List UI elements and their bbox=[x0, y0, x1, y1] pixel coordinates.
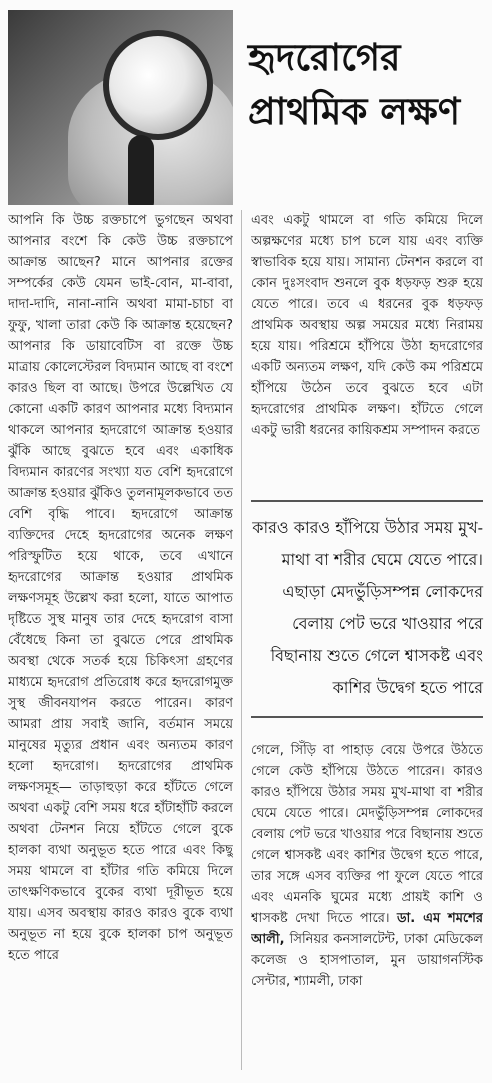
article-body-left-column: আপনি কি উচ্চ রক্তচাপে ভুগছেন অথবা আপনার বংশে কি কেউ উচ্চ রক্তচাপে আক্রান্ত আছেন? মানে আপনার রক্তের সম্পর্কের কেউ যেমন ভাই-বোন, মা-বাবা, দাদা-দাদি, নানা-নানি অথবা মামা-চাচা বা ফুফু, খালা তারা কেউ কি আক্রান্ত হয়েছেন? আপনার কি ডায়াবেটিস বা রক্তে উচ্চ মাত্রায় কোলেস্টেরল বিদ্যমান আছে বা বংশে কারও ছিল বা আছে। উপরে উল্লেখিত যে কোনো একটি কারণ আপনার মধ্যে বিদ্যমান থাকলে আপনার হৃদরোগে আক্রান্ত হওয়ার ঝুঁকি আছে বুঝতে হবে এবং একাধিক বিদ্যমান কারণের সংখ্যা যত বেশি হৃদরোগে আক্রান্ত হওয়ার ঝুঁকিও তুলনামূলকভাবে তত বেশি বৃদ্ধি পাবে। হৃদরোগে আক্রান্ত ব্যক্তিদের দেহে হৃদরোগের অনেক লক্ষণ পরিস্ফুটিত হয়ে থাকে, তবে এখানে হৃদরোগের আক্রান্ত হওয়ার প্রাথমিক লক্ষণসমূহ উল্লেখ করা হলো, যাতে আপাত দৃষ্টিতে সুস্থ মানুষ তার দেহে হৃদরোগ বাসা বেঁধেছে কিনা তা বুঝতে পেরে প্রাথমিক অবস্থা থেকে সতর্ক হয়ে চিকিৎসা গ্রহণের মাধ্যমে হৃদরোগ প্রতিরোধ করে হৃদরোগমুক্ত সুস্থ জীবনযাপন করতে পারেন। কারণ আমরা প্রায় সবাই জানি, বর্তমান সময়ে মানুষের মৃত্যুর প্রধান এবং অন্যতম কারণ হলো হৃদরোগ। হৃদরোগের প্রাথমিক লক্ষণসমূহ— তাড়াহুড়া করে হাঁটতে গেলে অথবা একটু বেশি সময় ধরে হাঁটাহাঁটি করলে অথবা টেনশন নিয়ে হাঁটতে গেলে বুকে হালকা ব্যথা অনুভূত হতে পারে এবং কিছু সময় থামলে বা হাঁটার গতি কমিয়ে দিলে তাৎক্ষণিকভাবে বুকের ব্যথা দূরীভূত হয়ে যায়। এসব অবস্থায় কারও কারও বুকে ব্যথা অনুভূত না হয়ে বুকে হালকা চাপ অনুভূত হতে পারে bbox=[8, 213, 233, 963]
stethoscope-tube-shape bbox=[128, 135, 154, 205]
column-divider bbox=[241, 210, 242, 1070]
pull-quote: কারও কারও হাঁপিয়ে উঠার সময় মুখ-মাথা বা শরীর ঘেমে যেতে পারে। এছাড়া মেদভুঁড়িসম্পন্ন লোকদের বেলায় পেট ভরে খাওয়ার পরে বিছানায় শুতে গেলে শ্বাসকষ্ট এবং কাশির উদ্বেগ হতে পারে bbox=[251, 500, 483, 718]
article-headline: হৃদরোগের প্রাথমিক লক্ষণ bbox=[248, 35, 461, 133]
author-name: ডা. এম শমশের আলী, bbox=[251, 911, 483, 947]
right-column-bottom-text: গেলে, সিঁড়ি বা পাহাড় বেয়ে উপরে উঠতে গেলে কেউ হাঁপিয়ে উঠতে পারেন। কারও কারও হাঁপিয়ে উঠার সময় মুখ-মাথা বা শরীর ঘেমে যেতে পারে। মেদভুঁড়িসম্পন্ন লোকদের বেলায় পেট ভরে খাওয়ার পরে বিছানায় শুতে গেলে শ্বাসকষ্ট এবং কাশির উদ্বেগ হতে পারে, তার সঙ্গে এসব ব্যক্তির পা ফুলে যেতে পারে এবং এমনকি ঘুমের মধ্যে প্রায়ই কাশি ও শ্বাসকষ্ট দেখা দিতে পারে। bbox=[251, 743, 483, 926]
stethoscope-photo bbox=[8, 10, 233, 205]
stethoscope-chestpiece-icon bbox=[103, 30, 213, 140]
article-body-right-column-bottom bbox=[251, 740, 483, 1070]
author-details: সিনিয়র কনসালটেন্ট, ঢাকা মেডিকেল কলেজ ও হাসপাতাল, মুন ডায়াগনস্টিক সেন্টার, শ্যামলী, ঢাকা bbox=[251, 932, 483, 989]
article-body-right-column-top: এবং একটু থামলে বা গতি কমিয়ে দিলে অল্পক্ষণের মধ্যে চাপ চলে যায় এবং ব্যক্তি স্বাভাবিক হয়ে যায়। সামান্য টেনশন করলে বা কোন দুঃসংবাদ শুনলে বুক ধড়ফড় শুরু হয়ে যেতে পারে। তবে এ ধরনের বুক ধড়ফড় প্রাথমিক অবস্থায় অল্প সময়ের মধ্যে নিরাময় হয়ে যায়। পরিশ্রমে হাঁপিয়ে উঠা হৃদরোগের একটি অন্যতম লক্ষণ, যদি কেউ কম পরিশ্রমে হাঁপিয়ে উঠেন তবে বুঝতে হবে এটা হৃদরোগের প্রাথমিক লক্ষণ। হাঁটতে গেলে একটু ভারী ধরনের কায়িকশ্রম সম্পাদন করতে bbox=[251, 213, 483, 438]
